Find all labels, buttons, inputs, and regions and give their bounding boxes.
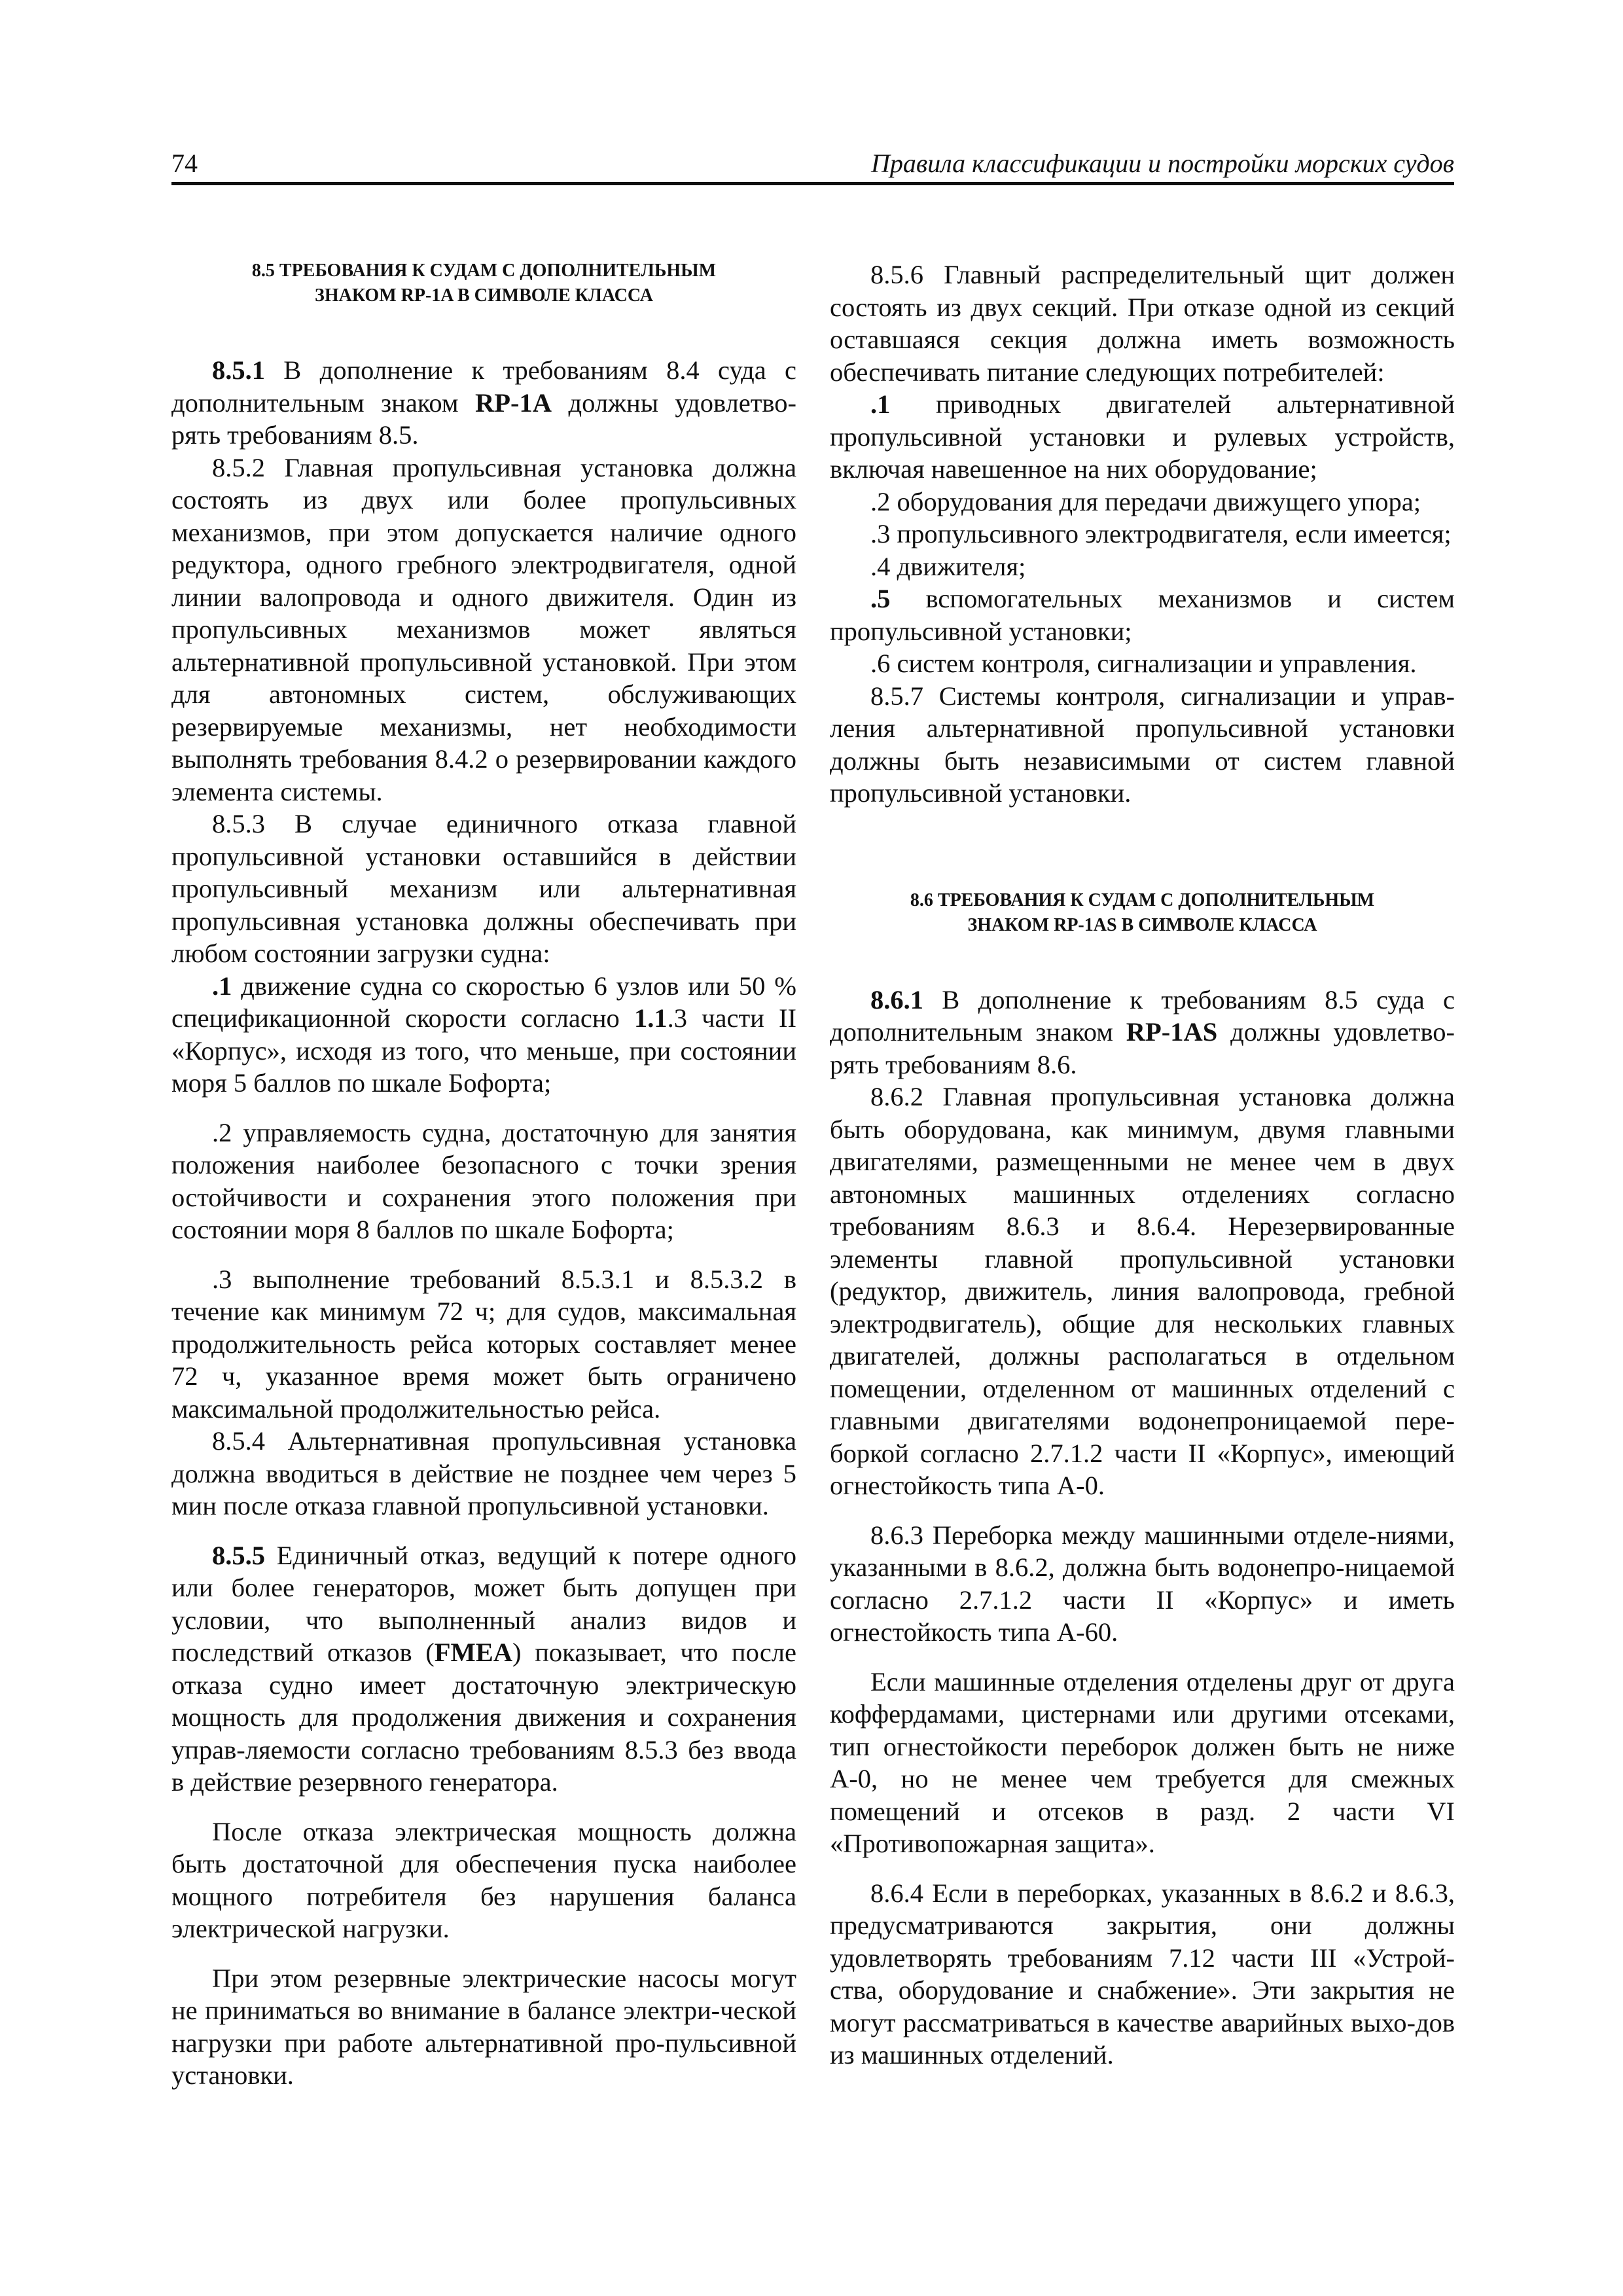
clause-number: 8.5.5 [212, 1540, 265, 1570]
running-title: Правила классификации и постройки морских судов [870, 149, 1454, 178]
heading-line: 8.5 ТРЕБОВАНИЯ К СУДАМ С ДОПОЛНИТЕЛЬНЫМ [251, 260, 717, 281]
list-item-4: .4 движителя; [870, 551, 1026, 581]
text: Единичный отказ, ведущий к потере одного или более генераторов, может быть допущен при условии, что выполненный анализ видов и последствий отказов ( [171, 1540, 796, 1667]
paragraph-8-5-1 [171, 354, 796, 452]
text: приводных двигателей альтернативной пропульсивной установки и рулевых устройств, включая навешенное на них оборудование; [830, 389, 1455, 484]
clause-number: 8.5.1 [212, 355, 265, 385]
paragraph-8-5-5 [171, 1539, 796, 1799]
list-item-6: .6 систем контроля, сигнализации и управления. [870, 649, 1417, 678]
heading-line: 8.6 ТРЕБОВАНИЯ К СУДАМ С ДОПОЛНИТЕЛЬНЫМ [910, 889, 1375, 910]
heading-line: ЗНАКОМ RP-1AS В СИМВОЛЕ КЛАССА [967, 914, 1317, 935]
right-column [830, 259, 1455, 2072]
list-item-1 [830, 388, 1455, 486]
paragraph-8-5-2: 8.5.2 Главная пропульсивная установка должна состоять из двух или более пропульсивных механизмов, при этом допускается наличие одного редуктора, одного гребного электродвигателя, одной линии валопровода и одного движителя. Один из пропульсивных механизмов может являться альтернативной пропульсивной установкой. При этом для автономных систем, обслуживающих резервируемые механизмы, нет необходимости выполнять требования 8.4.2 о резервировании каждого элемента системы. [171, 452, 796, 806]
paragraph-8-6-3: 8.6.3 Переборка между машинными отделе-ниями, указанными в 8.6.2, должна быть водонепро-ницаемой согласно 2.7.1.2 части II «Корпус» и иметь огнестойкость типа А-60. [830, 1520, 1455, 1647]
paragraph-8-6-1 [830, 984, 1455, 1081]
paragraph-8-6-4: 8.6.4 Если в переборках, указанных в 8.6.2 и 8.6.3, предусматриваются закрытия, они должны удовлетворять требованиям 7.12 части III «Устрой-ства, оборудование и снабжение». Эти закрытия не могут рассматриваться в качестве аварийных выхо-дов из машинных отделений. [830, 1878, 1455, 2070]
paragraph-cofferdams: Если машинные отделения отделены друг от друга коффердамами, цистернами или другими отсеками, тип огнестойкости переборок должен быть не ниже А-0, но не менее чем требуется для смежных помещений и отсеков в разд. 2 части VI «Противопожарная защита». [830, 1666, 1455, 1858]
clause-number: 8.6.1 [870, 984, 923, 1014]
text: должны удовлетво-рять требованиям 8.5. [171, 387, 796, 450]
item-number: .1 [870, 389, 891, 419]
text: В дополнение к требованиям 8.5 суда с дополнительным знаком [830, 984, 1455, 1047]
heading-line: ЗНАКОМ RP-1A В СИМВОЛЕ КЛАССА [315, 285, 653, 306]
text: ) показывает, что после отказа судно имеет достаточную электрическую мощность для продолжения движения и сохранения управ-ляемости согласно требованиям 8.5.3 без ввода в действие резервного генератора. [171, 1638, 796, 1797]
abbreviation: FMEA [434, 1638, 513, 1667]
item-number: .5 [870, 584, 891, 613]
list-item-3: .3 выполнение требований 8.5.3.1 и 8.5.3.2 в течение как минимум 72 ч; для судов, максимальная продолжительность рейса которых составляет менее 72 ч, указанное время может быть ограничено максимальной продолжительностью рейса. [171, 1264, 796, 1424]
class-mark: RP-1A [475, 387, 552, 418]
section-8-5-heading [171, 259, 796, 308]
list-item-5 [830, 583, 1455, 647]
item-number: .1 [212, 971, 232, 1001]
section-8-6-heading [830, 888, 1455, 938]
text: движение судна со скоростью 6 узлов или 50 % спецификационной скорости согласно [171, 971, 796, 1033]
list-item-2: .2 управляемость судна, достаточную для занятия положения наиболее безопасного с точки зрения остойчивости и сохранения этого положения при состоянии моря 8 баллов по шкале Бофорта; [171, 1117, 796, 1244]
paragraph-8-5-7: 8.5.7 Системы контроля, сигнализации и управ-ления альтернативной пропульсивной установки должны быть независимыми от систем главной пропульсивной установки. [830, 681, 1455, 808]
reference: 1.1 [633, 1003, 668, 1033]
paragraph-reserve-pumps: При этом резервные электрические насосы могут не приниматься во внимание в балансе электри-ческой нагрузки при работе альтернативной про-пульсивной установки. [171, 1963, 796, 2090]
paragraph-8-5-4: 8.5.4 Альтернативная пропульсивная установка должна вводиться в действие не позднее чем через 5 мин после отказа главной пропульсивной установки. [171, 1426, 796, 1520]
text: В дополнение к требованиям 8.4 суда с дополнительным знаком [171, 355, 796, 418]
paragraph-8-6-2: 8.6.2 Главная пропульсивная установка должна быть оборудована, как минимум, двумя главными двигателями, размещенными не менее чем в двух автономных машинных отделениях согласно требованиям 8.6.3 и 8.6.4. Нерезервированные элементы главной пропульсивной установки (редуктор, движитель, линия валопровода, гребной электродвигатель), общие для нескольких главных двигателей, должны располагаться в отдельном помещении, отделенном от машинных отделений с главными двигателями водонепроницаемой пере-боркой согласно 2.7.1.2 части II «Корпус», имеющий огнестойкость типа А-0. [830, 1082, 1455, 1500]
left-column [171, 259, 796, 2092]
text: .3 части II «Корпус», исходя из того, что меньше, при состоянии моря 5 баллов по шкале Бофорта; [171, 1003, 797, 1098]
class-mark: RP-1AS [1126, 1017, 1218, 1047]
page-number: 74 [171, 149, 198, 178]
list-item-1 [171, 970, 796, 1100]
text: должны удовлетво-рять требованиям 8.6. [830, 1017, 1455, 1079]
paragraph-8-5-3: 8.5.3 В случае единичного отказа главной пропульсивной установки оставшийся в действии пропульсивный механизм или альтернативная пропульсивная установка должны обеспечивать при любом состоянии загрузки судна: [171, 809, 796, 968]
paragraph-after-failure: После отказа электрическая мощность должна быть достаточной для обеспечения пуска наиболее мощного потребителя без нарушения баланса электрической нагрузки. [171, 1816, 796, 1943]
paragraph-8-5-6: 8.5.6 Главный распределительный щит должен состоять из двух секций. При отказе одной из секций оставшаяся секция должна иметь возможность обеспечивать питание следующих потребителей: [830, 260, 1455, 387]
list-item-2: .2 оборудования для передачи движущего упора; [870, 486, 1421, 516]
list-item-3: .3 пропульсивного электродвигателя, если имеется; [870, 519, 1452, 548]
text: вспомогательных механизмов и систем пропульсивной установки; [830, 584, 1455, 646]
page-header [171, 145, 1454, 185]
